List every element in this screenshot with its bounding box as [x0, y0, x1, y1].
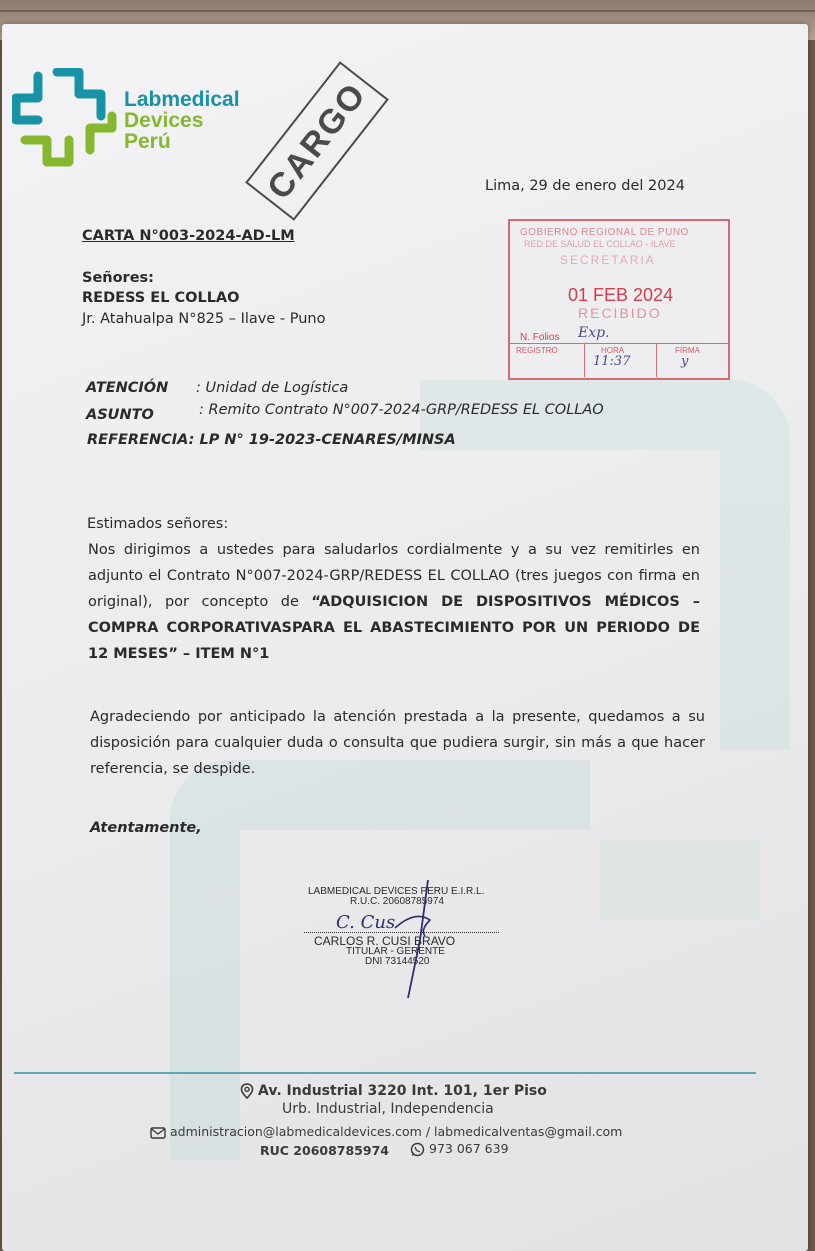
recipient-name: REDESS EL COLLAO: [82, 290, 240, 306]
footer-divider: [14, 1072, 756, 1074]
letter-number: CARTA N°003-2024-AD-LM: [82, 228, 295, 244]
footer-ruc: RUC 20608785974: [260, 1143, 389, 1158]
logo-text-line3: Perú: [124, 130, 171, 153]
signature-title: TITULAR - GERENTE: [346, 946, 445, 957]
stamp-table-row: [510, 343, 728, 377]
cargo-stamp-text: CARGO: [259, 75, 374, 207]
stamp-hora-handwritten: 11:37: [593, 354, 631, 369]
logo-text-line2: Devices: [124, 109, 204, 132]
recipient-address: Jr. Atahualpa N°825 – Ilave - Puno: [82, 311, 326, 327]
stamp-firma-handwritten: y: [681, 354, 689, 369]
salutation: Señores:: [82, 270, 154, 286]
signature-handwritten: C. Cus: [336, 912, 396, 933]
body-paragraph-1-bold: “ADQUISICION DE DISPOSITIVOS MÉDICOS – COMPRA CORPORATIVASPARA EL ABASTECIMIENTO POR UN PERIODO DE 12 MESES” – ITEM N°1: [88, 594, 700, 662]
greeting: Estimados señores:: [87, 516, 229, 532]
signature-company: LABMEDICAL DEVICES PERU E.I.R.L.: [308, 886, 485, 897]
stamp-org-line3: SECRETARIA: [560, 253, 656, 267]
stamp-registro-label: REGISTRO: [516, 346, 558, 355]
logo-text-line1: Labmedical: [124, 88, 240, 111]
signature-ruc: R.U.C. 20608785974: [350, 896, 444, 907]
footer-emails: [150, 1124, 622, 1139]
footer-address-line1: Av. Industrial 3220 Int. 101, 1er Piso: [258, 1083, 547, 1099]
received-stamp: [508, 219, 730, 380]
stamp-hora-label: HORA: [601, 346, 625, 355]
location-pin-icon: [240, 1083, 254, 1099]
footer-address: [240, 1083, 547, 1099]
stamp-folios-label: N. Folios: [520, 332, 560, 343]
whatsapp-icon: [410, 1142, 425, 1157]
letter-date: Lima, 29 de enero del 2024: [485, 178, 685, 194]
medical-cross-logo-icon: [12, 68, 117, 168]
signature-dni: DNI 73144520: [365, 956, 430, 967]
signature-stroke-icon: [300, 880, 510, 1000]
body-paragraph-2: Agradeciendo por anticipado la atención prestada a la presente, quedamos a su disposición para cualquier duda o consulta que pudiera surgir, sin más a que hacer referencia, se despide.: [90, 709, 705, 777]
asunto-value: : Remito Contrato N°007-2024-GRP/REDESS EL COLLAO: [199, 402, 604, 418]
stamp-folios-handwritten: Exp.: [578, 325, 610, 341]
signature-block: [300, 880, 510, 1000]
signature-name: CARLOS R. CUSI BRAVO: [314, 934, 456, 948]
footer-phone-text: 973 067 639: [429, 1141, 509, 1156]
referencia-line: REFERENCIA: LP N° 19-2023-CENARES/MINSA: [87, 432, 456, 448]
atencion-label: ATENCIÓN: [86, 380, 169, 396]
stamp-firma-label: FIRMA: [675, 346, 700, 355]
watermark-shape: [600, 840, 760, 920]
email-icon: [150, 1127, 166, 1139]
stamp-org-line1: GOBIERNO REGIONAL DE PUNO: [520, 227, 689, 238]
footer-phone: [410, 1141, 509, 1157]
stamp-status: RECIBIDO: [578, 305, 662, 321]
footer-emails-text: administracion@labmedicaldevices.com / labmedicalventas@gmail.com: [170, 1124, 623, 1139]
closing: Atentamente,: [90, 820, 202, 836]
stamp-org-line2: RED DE SALUD EL COLLAO - ILAVE: [524, 239, 676, 249]
asunto-label: ASUNTO: [86, 407, 154, 423]
stamp-date: 01 FEB 2024: [568, 285, 674, 305]
body-paragraph-1: [88, 537, 700, 667]
footer-address-line2: Urb. Industrial, Independencia: [282, 1101, 494, 1117]
atencion-value: : Unidad de Logística: [196, 380, 349, 396]
body-paragraph-1-text: Nos dirigimos a ustedes para saludarlos cordialmente y a su vez remitirles en adjunto el Contrato N°007-2024-GRP/REDESS EL COLLAO (tres juegos con firma en original), por concepto de: [88, 542, 700, 610]
